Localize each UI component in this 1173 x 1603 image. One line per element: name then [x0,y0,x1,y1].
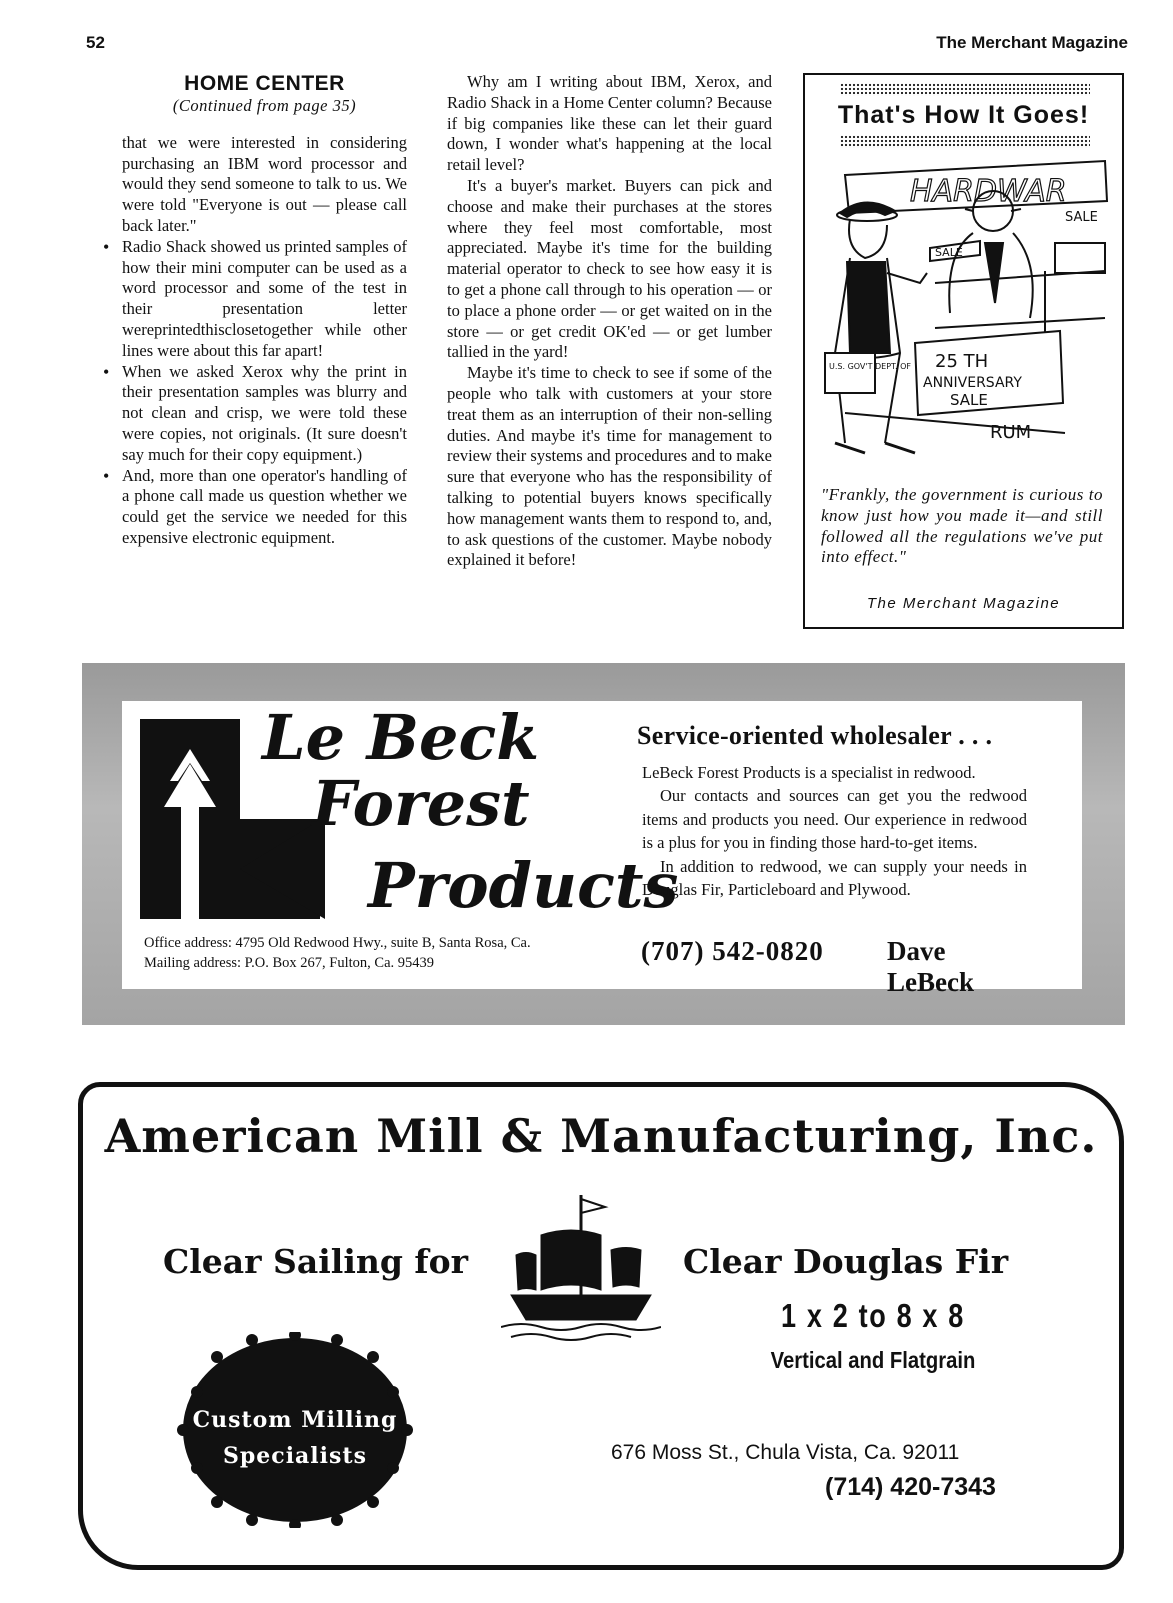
store-sign-text: HARDWAR [910,174,1067,209]
lebeck-headline: Service-oriented wholesaler . . . [637,721,993,750]
counter-text: RUM [990,422,1032,443]
lebeck-addresses [144,933,624,973]
cartoon-caption: "Frankly, the government is curious to know just how you made it—and still followed all the regulations we've put into effect." [821,485,1103,567]
banner-line-2: ANNIVERSARY [923,375,1022,391]
dotted-rule [840,83,1090,96]
lebeck-logo-line-3: Products [368,849,679,922]
mill-phone: (714) 420-7343 [825,1473,996,1501]
mill-grain: Vertical and Flatgrain [770,1347,976,1373]
continued-note: (Continued from page 35) [172,96,357,115]
page-number: 52 [86,33,105,52]
seal-line-2: Specialists [223,1443,367,1469]
cartoon-illustration [815,153,1115,478]
lebeck-logo-line-2: Forest [312,767,530,840]
lebeck-copy [637,721,1027,997]
banner-line-3: SALE [950,391,988,409]
cartoon-box [803,73,1124,629]
lebeck-paragraph: In addition to redwood, we can supply your needs in Douglas Fir, Particleboard and Plywood. [642,856,1027,900]
seal-line-1: Custom Milling [192,1407,398,1433]
bullet-item: • When we asked Xerox why the print in their presentation samples was blurry and not clean and crisp, we were told these were copies, not originals. (It sure doesn't say much for their copy equipment.) [122,362,407,466]
mill-sizes: 1 x 2 to 8 x 8 [781,1297,965,1334]
lebeck-phone: (707) 542-0820 [641,936,824,966]
briefcase-label: U.S. GOV'T DEPT. OF [829,362,911,371]
lebeck-logo-line-1: Le Beck [262,701,540,774]
bullet-item: • And, more than one operator's handling of a phone call made us question whether we could get the service we needed for this expensive electronic equipment. [122,466,407,549]
article-paragraph: that we were interested in considering purchasing an IBM word processor and would they send someone to talk to us. We were told "Everyone is out — please call back later." [122,132,407,235]
article-column-1 [122,72,407,549]
bullet-item: • Radio Shack showed us printed samples of how their mini computer can be used as a word processor and some of the test in their presentation letter wereprintedthisclosetogether while other lines were about this far apart! [122,237,407,362]
article-paragraph: It's a buyer's market. Buyers can pick and choose and make their purchases at the stores where they feel most comfortable, most appreciated. Maybe it's time for the building material operator to check to see how easy it is to get a phone call through to his operation — or to place a phone order — or get waited on in the store — or get credit OK'ed — or get lumber tallied in the yard! [447,175,772,362]
sale-sign-2: SALE [935,246,963,259]
mill-address: 676 Moss St., Chula Vista, Ca. 92011 [611,1441,960,1464]
office-address: Office address: 4795 Old Redwood Hwy., suite B, Santa Rosa, Ca. [144,935,531,951]
cartoon-title: That's How It Goes! [837,101,1090,129]
mill-left-slogan: Clear Sailing for [163,1242,469,1281]
american-mill-ad [78,1082,1124,1570]
mill-right-slogan: Clear Douglas Fir [683,1242,1009,1281]
article-column-2 [447,72,772,571]
ship-icon [501,1195,661,1345]
sale-sign-1: SALE [1065,210,1098,225]
section-heading: HOME CENTER [184,72,345,95]
mill-title: American Mill & Manufacturing, Inc. [104,1109,1098,1163]
banner-line-1: 25 TH [935,351,989,372]
article-paragraph: Maybe it's time to check to see if some of the people who talk with customers at your store treat them as an interruption of their non-selling duties. And maybe it's time for management to review their systems and procedures and to make sure that everyone who has the responsibility of talking to potential buyers knows specifically how management wants them to respond to, and, to ask questions of the customer. Maybe nobody explained it before! [447,363,772,570]
lebeck-paragraph: Our contacts and sources can get you the redwood items and products you need. Our experience in redwood is a plus for you in finding those hard-to-get items. [642,786,1027,853]
lebeck-ad [82,663,1125,1025]
cartoon-credit: The Merchant Magazine [866,595,1061,612]
bullet-list [122,237,407,549]
lebeck-contact: Dave LeBeck [887,936,974,997]
lebeck-paragraph: LeBeck Forest Products is a specialist in redwood. [642,763,976,782]
dotted-rule [840,135,1090,148]
mailing-address: Mailing address: P.O. Box 267, Fulton, Ca. 95439 [144,955,435,971]
magazine-name: The Merchant Magazine [936,33,1128,52]
article-paragraph: Why am I writing about IBM, Xerox, and Radio Shack in a Home Center column? Because if big companies like these can let their guard down, I wonder what's happening at the local retail level? [447,72,772,175]
lebeck-ad-panel [122,701,1082,997]
